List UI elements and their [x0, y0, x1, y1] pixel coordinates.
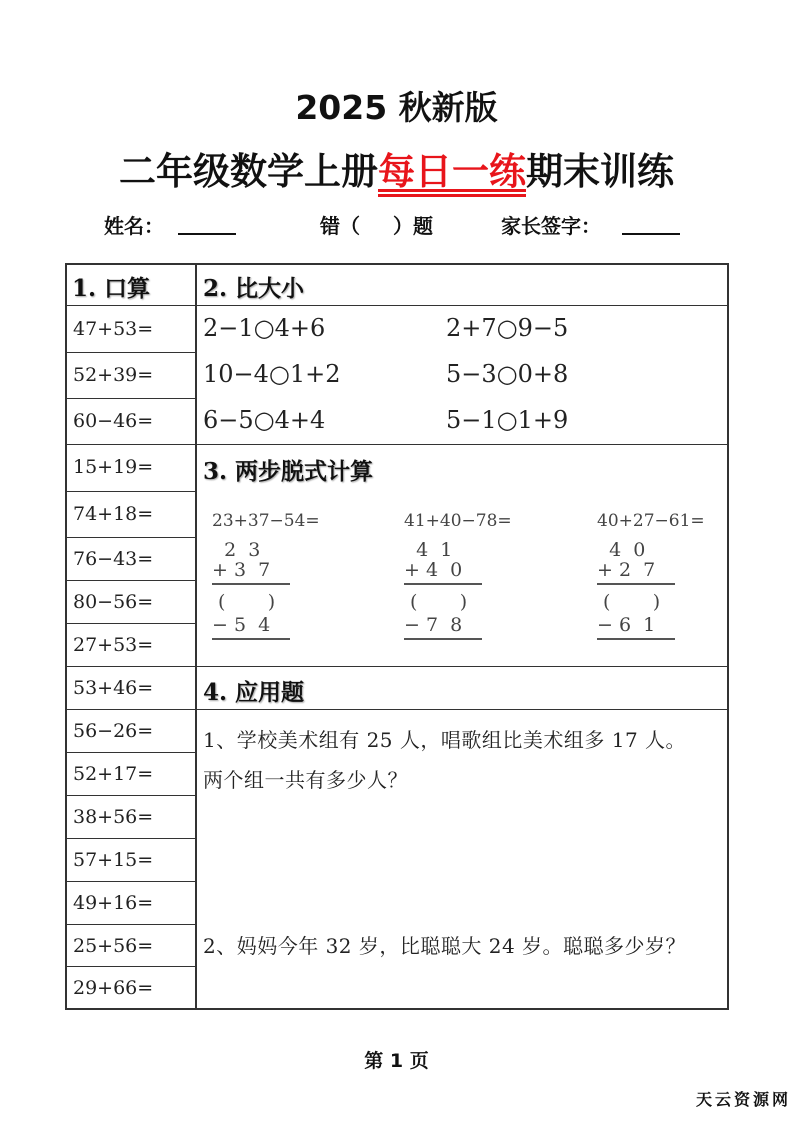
vcalc-subtrahend: − 5 4: [212, 614, 271, 636]
title-highlight: 每日一练: [378, 150, 526, 193]
row-divider: [65, 444, 196, 445]
vcalc-subtrahend: − 7 8: [404, 614, 463, 636]
parent-sign-blank[interactable]: [622, 233, 680, 235]
mental-math-item: 29+66=: [73, 977, 154, 999]
vcalc-top-number: 2 3: [212, 539, 261, 561]
mental-math-item: 56−26=: [73, 720, 154, 742]
vcalc-rule: [212, 638, 290, 640]
vcalc-answer-blank[interactable]: ( ): [597, 591, 661, 613]
mental-math-item: 15+19=: [73, 456, 154, 478]
row-divider: [65, 305, 196, 306]
mental-math-item: 25+56=: [73, 935, 154, 957]
mental-math-item: 52+17=: [73, 763, 154, 785]
word-problem-1-line1: 1、学校美术组有 25 人，唱歌组比美术组多 17 人。: [203, 728, 687, 752]
compare-item: 5−3○0+8: [446, 360, 569, 388]
compare-item: 2+7○9−5: [446, 314, 569, 342]
word-problem-1-line2: 两个组一共有多少人？: [203, 768, 408, 792]
row-divider: [65, 709, 196, 710]
row-divider: [65, 752, 196, 753]
row-divider: [65, 398, 196, 399]
title-suffix: 期末训练: [526, 150, 674, 193]
page-number: 第 1 页: [364, 1050, 429, 1072]
mental-math-item: 60−46=: [73, 410, 154, 432]
row-divider: [65, 795, 196, 796]
row-divider: [65, 491, 196, 492]
row-divider: [65, 352, 196, 353]
vcalc-rule: [597, 583, 675, 585]
section-divider: [195, 666, 728, 667]
section-heading-mental-math: 1. 口算: [72, 275, 151, 302]
worksheet-title-year: 2025 秋新版: [295, 88, 498, 127]
mental-math-item: 74+18=: [73, 503, 154, 525]
mental-math-item: 49+16=: [73, 892, 154, 914]
section-divider: [195, 444, 728, 445]
vcalc-rule: [404, 583, 482, 585]
section-heading-word-problems: 4. 应用题: [203, 679, 305, 706]
parent-sign-label: 家长签字：: [501, 214, 601, 238]
vcalc-rule: [212, 583, 290, 585]
row-divider: [65, 924, 196, 925]
mental-math-item: 53+46=: [73, 677, 154, 699]
row-divider: [65, 580, 196, 581]
row-divider: [65, 666, 196, 667]
mental-math-item: 76−43=: [73, 548, 154, 570]
vcalc-addend: + 4 0: [404, 559, 463, 581]
compare-item: 2−1○4+6: [203, 314, 326, 342]
two-step-expression: 23+37−54=: [212, 511, 320, 531]
vcalc-rule: [404, 638, 482, 640]
mental-math-item: 57+15=: [73, 849, 154, 871]
table-border-top: [65, 263, 729, 265]
name-blank[interactable]: [178, 233, 236, 235]
table-border-right: [727, 263, 729, 1009]
section-heading-compare: 2. 比大小: [203, 275, 305, 302]
vcalc-subtrahend: − 6 1: [597, 614, 656, 636]
mental-math-item: 38+56=: [73, 806, 154, 828]
vcalc-top-number: 4 1: [404, 539, 453, 561]
mental-math-item: 47+53=: [73, 318, 154, 340]
two-step-expression: 41+40−78=: [404, 511, 512, 531]
vcalc-answer-blank[interactable]: ( ): [212, 591, 276, 613]
mental-math-item: 27+53=: [73, 634, 154, 656]
word-problem-2: 2、妈妈今年 32 岁，比聪聪大 24 岁。聪聪多少岁？: [203, 934, 687, 958]
errors-label-right: ）题: [393, 214, 433, 238]
row-divider: [65, 966, 196, 967]
errors-label-left: 错（: [320, 214, 360, 238]
mental-math-item: 52+39=: [73, 364, 154, 386]
name-label: 姓名：: [104, 214, 164, 238]
vcalc-rule: [597, 638, 675, 640]
vcalc-answer-blank[interactable]: ( ): [404, 591, 468, 613]
section-divider: [195, 709, 728, 710]
vcalc-addend: + 2 7: [597, 559, 656, 581]
vcalc-addend: + 3 7: [212, 559, 271, 581]
section-divider: [195, 305, 728, 306]
row-divider: [65, 623, 196, 624]
two-step-expression: 40+27−61=: [597, 511, 705, 531]
column-divider: [195, 263, 197, 1010]
table-border-left: [65, 263, 67, 1010]
row-divider: [65, 881, 196, 882]
compare-item: 5−1○1+9: [446, 406, 569, 434]
compare-item: 6−5○4+4: [203, 406, 326, 434]
table-border-bottom: [65, 1008, 729, 1010]
worksheet-title: [0, 148, 793, 196]
compare-item: 10−4○1+2: [203, 360, 341, 388]
row-divider: [65, 537, 196, 538]
section-heading-two-step: 3. 两步脱式计算: [203, 458, 374, 485]
mental-math-item: 80−56=: [73, 591, 154, 613]
vcalc-top-number: 4 0: [597, 539, 646, 561]
title-prefix: 二年级数学上册: [119, 150, 378, 193]
row-divider: [65, 838, 196, 839]
watermark: 天云资源网: [695, 1090, 791, 1109]
